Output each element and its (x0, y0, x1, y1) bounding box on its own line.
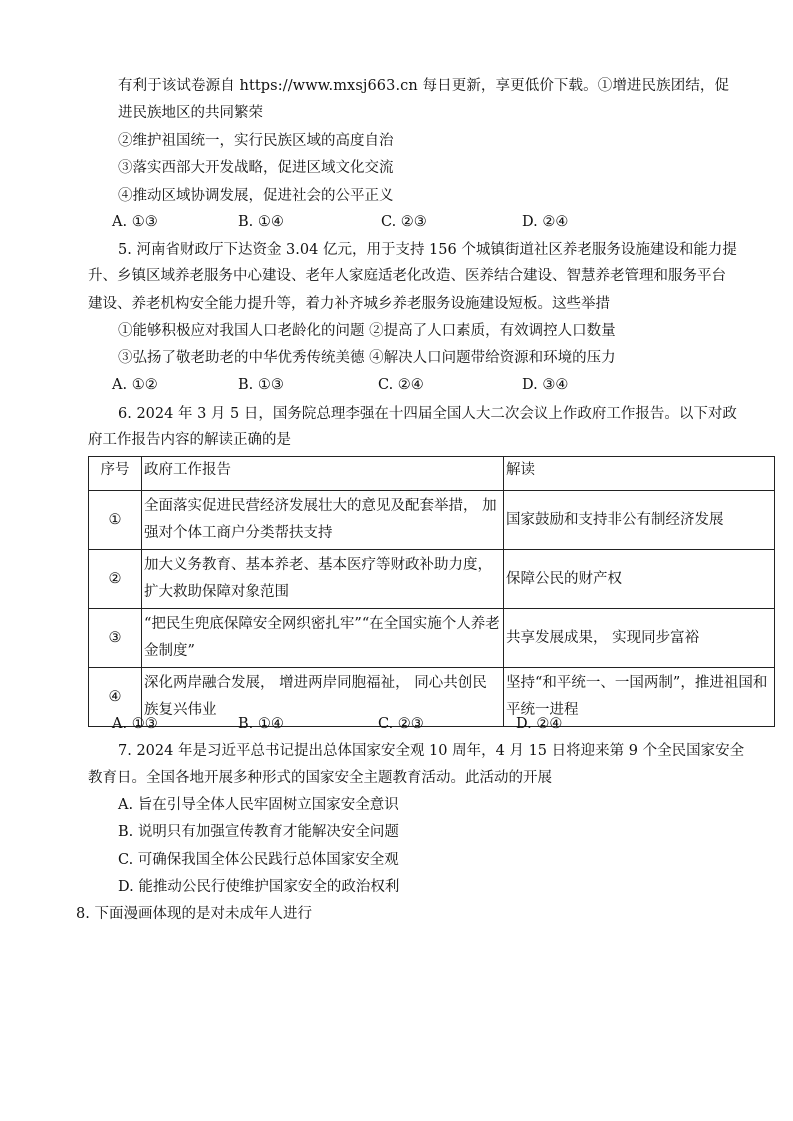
row-number: ④ (89, 668, 142, 727)
q7-choice-d: D. 能推动公民行使维护国家安全的政治权利 (118, 879, 400, 895)
header-report: 政府工作报告 (142, 457, 504, 491)
q4-option-3: ③落实西部大开发战略，促进区域文化交流 (118, 160, 394, 176)
q4-choice-a: A. ①③ (112, 214, 158, 230)
q6-line1: 6. 2024 年 3 月 5 日，国务院总理李强在十四届全国人大二次会议上作政府工作报告。以下对政 (118, 406, 737, 422)
row-number: ③ (89, 609, 142, 668)
q7-line1: 7. 2024 年是习近平总书记提出总体国家安全观 10 周年，4 月 15 日将迎来第 9 个全民国家安全 (118, 743, 745, 759)
q5-choice-d: D. ③④ (522, 377, 569, 393)
q5-choice-b: B. ①③ (238, 377, 284, 393)
header-reading: 解读 (504, 457, 775, 491)
q5-line1: 5. 河南省财政厅下达资金 3.04 亿元，用于支持 156 个城镇街道社区养老服务设施建设和能力提 (118, 242, 737, 258)
row-report: “把民生兜底保障安全网织密扎牢”“在全国实施个人养老金制度” (142, 609, 504, 668)
q6-line2: 府工作报告内容的解读正确的是 (88, 432, 291, 448)
row-reading: 保障公民的财产权 (504, 550, 775, 609)
q5-choice-a: A. ①② (112, 377, 158, 393)
q4-choice-c: C. ②③ (381, 214, 427, 230)
q5-options-line1: ①能够积极应对我国人口老龄化的问题 ②提高了人口素质，有效调控人口数量 (118, 323, 616, 339)
q6-choices (0, 714, 793, 734)
row-report: 加大义务教育、基本养老、基本医疗等财政补助力度， 扩大救助保障对象范围 (142, 550, 504, 609)
header-number: 序号 (89, 457, 142, 491)
table-row (89, 609, 775, 668)
q7-choice-a: A. 旨在引导全体人民牢固树立国家安全意识 (118, 797, 399, 813)
q6-choice-a: A. ①③ (112, 716, 158, 732)
q4-option-4: ④推动区域协调发展，促进社会的公平正义 (118, 188, 394, 204)
table-row (89, 550, 775, 609)
row-reading: 坚持“和平统一、一国两制”，推进祖国和平统一进程 (504, 668, 775, 727)
row-number: ① (89, 491, 142, 550)
q7-choice-c: C. 可确保我国全体公民践行总体国家安全观 (118, 852, 399, 868)
q4-line1: 有利于该试卷源自 https://www.mxsj663.cn 每日更新，享更低价下载。①增进民族团结，促 (118, 78, 730, 94)
row-reading: 共享发展成果， 实现同步富裕 (504, 609, 775, 668)
q5-options-line2: ③弘扬了敬老助老的中华优秀传统美德 ④解决人口问题带给资源和环境的压力 (118, 350, 616, 366)
q5-choices (0, 375, 793, 395)
q4-choices (0, 212, 793, 232)
q6-choice-d: D. ②④ (516, 716, 563, 732)
row-number: ② (89, 550, 142, 609)
q7-choice-b: B. 说明只有加强宣传教育才能解决安全问题 (118, 824, 399, 840)
q7-line2: 教育日。全国各地开展多种形式的国家安全主题教育活动。此活动的开展 (88, 770, 552, 786)
row-report: 深化两岸融合发展， 增进两岸同胞福祉， 同心共创民族复兴伟业 (142, 668, 504, 727)
q4-option-2: ②维护祖国统一，实行民族区域的高度自治 (118, 133, 394, 149)
row-report: 全面落实促进民营经济发展壮大的意见及配套举措， 加强对个体工商户分类帮扶支持 (142, 491, 504, 550)
q4-choice-b: B. ①④ (238, 214, 284, 230)
q4-choice-d: D. ②④ (522, 214, 569, 230)
q6-choice-c: C. ②③ (378, 716, 424, 732)
q8-line1: 8. 下面漫画体现的是对未成年人进行 (76, 906, 312, 922)
row-reading: 国家鼓励和支持非公有制经济发展 (504, 491, 775, 550)
q5-line2: 升、乡镇区域养老服务中心建设、老年人家庭适老化改造、医养结合建设、智慧养老管理和服务平台 (88, 268, 726, 284)
q4-line2: 进民族地区的共同繁荣 (118, 105, 263, 121)
q6-choice-b: B. ①④ (238, 716, 284, 732)
q5-choice-c: C. ②④ (378, 377, 424, 393)
q5-line3: 建设、养老机构安全能力提升等，着力补齐城乡养老服务设施建设短板。这些举措 (88, 296, 610, 312)
table-header-row (89, 457, 775, 491)
government-report-table (88, 456, 775, 727)
table-row (89, 491, 775, 550)
